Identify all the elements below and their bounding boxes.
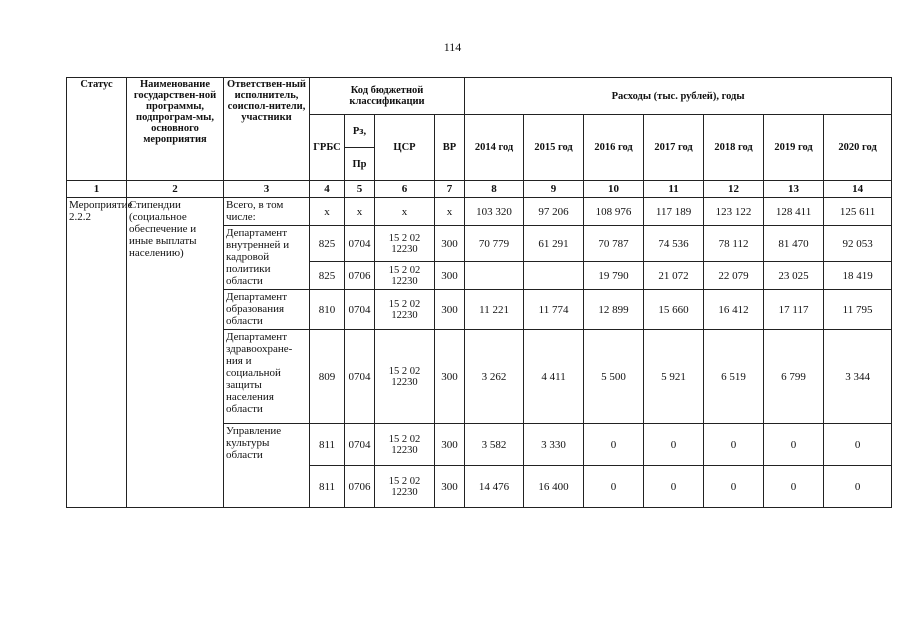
header-year: 2014 год <box>465 115 524 181</box>
vr-cell: 300 <box>435 262 465 290</box>
vr-cell: 300 <box>435 330 465 424</box>
page-number: 114 <box>443 40 462 54</box>
value-cell: 125 611 <box>824 198 892 226</box>
grbs-cell: 810 <box>310 290 345 330</box>
value-cell: 0 <box>704 466 764 508</box>
csr-cell: 15 2 02 12230 <box>375 424 435 466</box>
header-vr: ВР <box>435 115 465 181</box>
executor-cell: Департамент здравоохране-ния и социальной защиты населения области <box>224 330 310 424</box>
value-cell: 16 412 <box>704 290 764 330</box>
value-cell: 61 291 <box>524 226 584 262</box>
column-index: 3 <box>224 181 310 198</box>
rz-pr-cell: 0704 <box>345 290 375 330</box>
value-cell: 4 411 <box>524 330 584 424</box>
value-cell: 81 470 <box>764 226 824 262</box>
column-index: 9 <box>524 181 584 198</box>
csr-cell: 15 2 02 12230 <box>375 226 435 262</box>
value-cell: 3 262 <box>465 330 524 424</box>
value-cell: 103 320 <box>465 198 524 226</box>
vr-cell: 300 <box>435 466 465 508</box>
value-cell: 22 079 <box>704 262 764 290</box>
header-year: 2017 год <box>644 115 704 181</box>
value-cell: 3 582 <box>465 424 524 466</box>
column-index: 5 <box>345 181 375 198</box>
csr-cell: 15 2 02 12230 <box>375 330 435 424</box>
budget-table <box>66 77 892 508</box>
executor-cell: Департамент внутренней и кадровой политики области <box>224 226 310 290</box>
value-cell: 11 221 <box>465 290 524 330</box>
executor-cell: Всего, в том числе: <box>224 198 310 226</box>
rz-pr-cell: 0704 <box>345 424 375 466</box>
header-year: 2020 год <box>824 115 892 181</box>
value-cell: 74 536 <box>644 226 704 262</box>
column-index: 2 <box>127 181 224 198</box>
header-row <box>67 78 892 115</box>
measure-name-cell: Стипендии (социальное обеспечение и иные выплаты населению) <box>127 198 224 508</box>
vr-cell: 300 <box>435 424 465 466</box>
value-cell: 108 976 <box>584 198 644 226</box>
value-cell: 21 072 <box>644 262 704 290</box>
value-cell: 14 476 <box>465 466 524 508</box>
value-cell: 0 <box>584 424 644 466</box>
value-cell: 0 <box>824 424 892 466</box>
header-expenses: Расходы (тыс. рублей), годы <box>465 78 892 115</box>
grbs-cell: х <box>310 198 345 226</box>
column-index: 12 <box>704 181 764 198</box>
value-cell: 123 122 <box>704 198 764 226</box>
value-cell: 0 <box>764 466 824 508</box>
header-status: Статус <box>67 78 127 181</box>
value-cell: 97 206 <box>524 198 584 226</box>
value-cell: 6 799 <box>764 330 824 424</box>
column-index: 7 <box>435 181 465 198</box>
value-cell: 5 500 <box>584 330 644 424</box>
value-cell: 0 <box>824 466 892 508</box>
value-cell <box>524 262 584 290</box>
csr-cell: 15 2 02 12230 <box>375 466 435 508</box>
rz-pr-cell: х <box>345 198 375 226</box>
header-grbs: ГРБС <box>310 115 345 181</box>
header-year: 2018 год <box>704 115 764 181</box>
column-index-row <box>67 181 892 198</box>
rz-pr-cell: 0704 <box>345 226 375 262</box>
value-cell: 16 400 <box>524 466 584 508</box>
column-index: 6 <box>375 181 435 198</box>
header-budget-code: Код бюджетной классификации <box>310 78 465 115</box>
value-cell: 19 790 <box>584 262 644 290</box>
value-cell: 117 189 <box>644 198 704 226</box>
csr-cell: х <box>375 198 435 226</box>
column-index: 1 <box>67 181 127 198</box>
rz-pr-cell: 0706 <box>345 466 375 508</box>
value-cell: 78 112 <box>704 226 764 262</box>
vr-cell: 300 <box>435 290 465 330</box>
column-index: 10 <box>584 181 644 198</box>
header-year: 2019 год <box>764 115 824 181</box>
value-cell: 12 899 <box>584 290 644 330</box>
table-row <box>67 198 892 226</box>
grbs-cell: 825 <box>310 262 345 290</box>
value-cell: 11 774 <box>524 290 584 330</box>
value-cell: 70 787 <box>584 226 644 262</box>
executor-cell: Департамент образования области <box>224 290 310 330</box>
column-index: 14 <box>824 181 892 198</box>
value-cell: 0 <box>704 424 764 466</box>
rz-pr-cell: 0706 <box>345 262 375 290</box>
value-cell: 15 660 <box>644 290 704 330</box>
value-cell: 0 <box>644 466 704 508</box>
value-cell: 70 779 <box>465 226 524 262</box>
column-index: 13 <box>764 181 824 198</box>
value-cell: 0 <box>764 424 824 466</box>
value-cell: 5 921 <box>644 330 704 424</box>
column-index: 8 <box>465 181 524 198</box>
vr-cell: х <box>435 198 465 226</box>
grbs-cell: 811 <box>310 424 345 466</box>
value-cell: 18 419 <box>824 262 892 290</box>
value-cell <box>465 262 524 290</box>
csr-cell: 15 2 02 12230 <box>375 290 435 330</box>
header-csr: ЦСР <box>375 115 435 181</box>
csr-cell: 15 2 02 12230 <box>375 262 435 290</box>
value-cell: 11 795 <box>824 290 892 330</box>
header-year: 2015 год <box>524 115 584 181</box>
grbs-cell: 811 <box>310 466 345 508</box>
rz-pr-cell: 0704 <box>345 330 375 424</box>
value-cell: 128 411 <box>764 198 824 226</box>
header-pr: Пр <box>345 148 375 181</box>
grbs-cell: 809 <box>310 330 345 424</box>
value-cell: 0 <box>644 424 704 466</box>
value-cell: 23 025 <box>764 262 824 290</box>
value-cell: 3 344 <box>824 330 892 424</box>
header-year: 2016 год <box>584 115 644 181</box>
value-cell: 3 330 <box>524 424 584 466</box>
vr-cell: 300 <box>435 226 465 262</box>
status-cell: Мероприятие 2.2.2 <box>67 198 127 508</box>
grbs-cell: 825 <box>310 226 345 262</box>
header-responsible: Ответствен-ный исполнитель, соиспол-нители, участники <box>224 78 310 181</box>
header-name: Наименование государствен-ной программы, подпрограм-мы, основного мероприятия <box>127 78 224 181</box>
column-index: 4 <box>310 181 345 198</box>
executor-cell: Управление культуры области <box>224 424 310 508</box>
value-cell: 92 053 <box>824 226 892 262</box>
column-index: 11 <box>644 181 704 198</box>
value-cell: 6 519 <box>704 330 764 424</box>
header-rz: Рз, <box>345 115 375 148</box>
value-cell: 0 <box>584 466 644 508</box>
value-cell: 17 117 <box>764 290 824 330</box>
